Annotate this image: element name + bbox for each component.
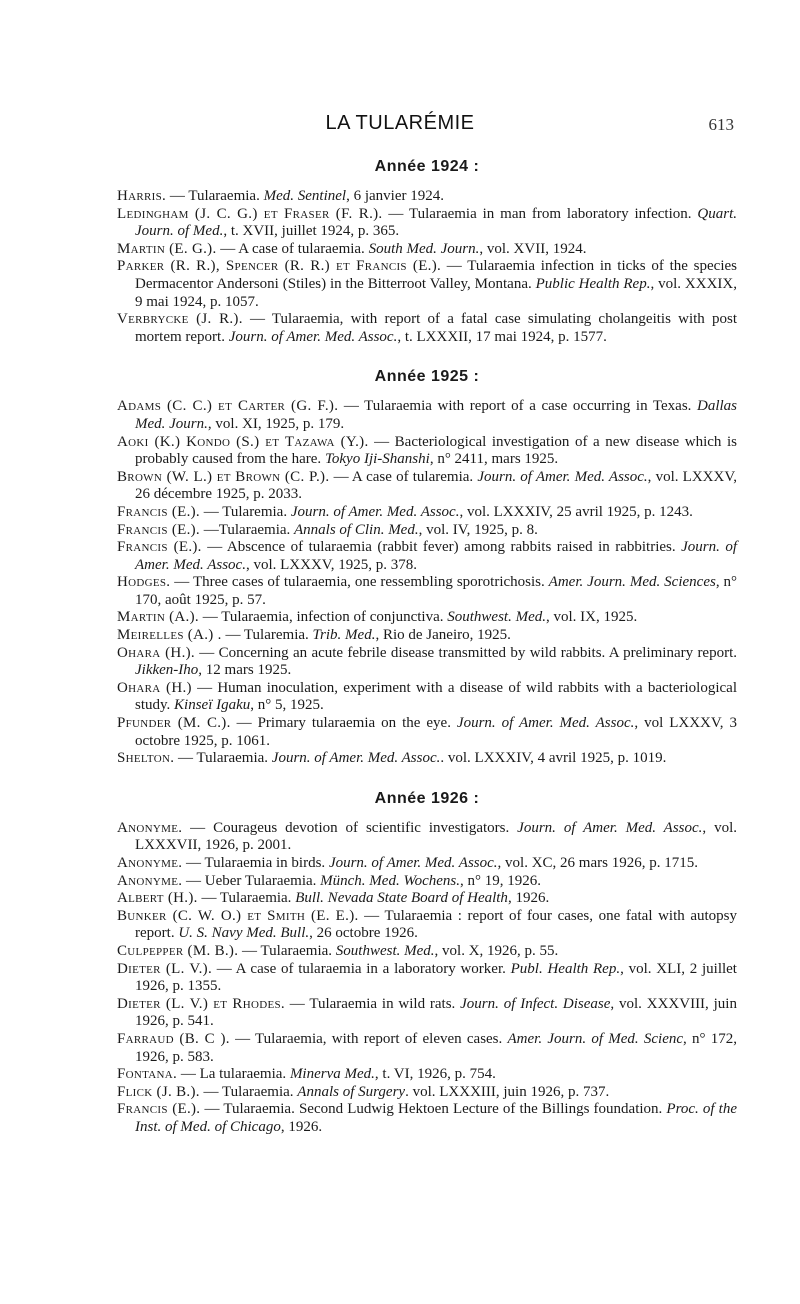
bibliography-entry	[117, 1066, 737, 1084]
running-title: LA TULARÉMIE	[325, 112, 475, 134]
bibliography-entry	[117, 188, 737, 206]
entry-journal: Journ. of Amer. Med. Assoc.	[271, 750, 441, 767]
bibliography-entry	[117, 1031, 737, 1066]
bibliography-entry	[117, 820, 737, 855]
bibliography-entry	[117, 873, 737, 891]
entry-authors: Francis (E.).	[117, 1101, 201, 1118]
entry-details: , n° 172, 1926, p. 583.	[135, 1030, 737, 1065]
entry-journal: Journ. of Amer. Med. Assoc.	[517, 819, 703, 836]
entry-details: , 1926.	[507, 890, 550, 907]
bibliography-entry	[117, 398, 737, 433]
entry-journal: Münch. Med. Wochens.	[320, 872, 460, 889]
entry-details: , vol. XLI, 2 juillet 1926, p. 1355.	[135, 960, 737, 995]
bibliography-entry	[117, 943, 737, 961]
entry-journal: Journ. of Amer. Med. Assoc.	[477, 468, 648, 485]
entry-details: , 6 janvier 1924.	[346, 188, 444, 204]
bibliography-content	[117, 146, 737, 1137]
bibliography-entry	[117, 750, 737, 768]
entry-authors: Francis (E.).	[117, 503, 200, 520]
entry-details: , vol. XVII, 1924.	[479, 240, 587, 257]
entry-journal: Med. Sentinel	[263, 188, 347, 204]
entry-title: — Ueber Tularaemia.	[182, 872, 321, 889]
entry-journal: Public Health Rep.	[535, 275, 651, 292]
entry-journal: Journ. of Amer. Med. Assoc.	[228, 328, 398, 345]
entry-title: — La tularaemia.	[177, 1066, 290, 1083]
bibliography-entry	[117, 609, 737, 627]
entry-title: — Tularaemia with report of a case occurring in Texas.	[338, 398, 697, 415]
entry-journal: Trib. Med.	[312, 627, 376, 644]
entry-authors: Parker (R. R.), Spencer (R. R.) et Francis (E.).	[117, 258, 442, 275]
entry-journal: South Med. Journ.	[368, 240, 480, 257]
entry-title: — A case of tularemia.	[329, 468, 478, 485]
entry-details: , Rio de Janeiro, 1925.	[375, 627, 511, 644]
bibliography-entry	[117, 996, 737, 1031]
bibliography-entry	[117, 258, 737, 311]
entry-journal: Southwest. Med.	[335, 942, 435, 959]
entry-authors: Fontana.	[117, 1066, 178, 1083]
entry-journal: Minerva Med.	[289, 1066, 375, 1083]
entry-details: . vol. LXXXIV, 4 avril 1925, p. 1019.	[440, 750, 667, 767]
entry-authors: Shelton.	[117, 750, 175, 767]
entry-title: — Tularaemia.	[174, 750, 272, 767]
entry-details: , vol. XXXVIII, juin 1926, p. 541.	[135, 995, 737, 1030]
entry-title: — Tularaemia. Second Ludwig Hektoen Lecture of the Billings foundation.	[200, 1101, 667, 1118]
entry-authors: Anonyme.	[117, 855, 183, 871]
entry-journal: Journ. of Amer. Med. Assoc.	[456, 715, 635, 732]
entry-authors: Meirelles (A.) .	[117, 627, 222, 644]
entry-title: — Tularaemia, with report of eleven cases.	[229, 1030, 508, 1047]
entry-journal: Tokyo Iji-Shanshi	[324, 451, 430, 468]
bibliography-entry	[117, 1101, 737, 1136]
entry-authors: Pfunder (M. C.).	[117, 715, 231, 732]
entry-authors: Verbrycke (J. R.).	[117, 311, 243, 328]
entry-authors: Farraud (B. C ).	[117, 1030, 230, 1047]
entry-title: — Tularaemia.	[238, 942, 336, 959]
entry-authors: Hodges.	[117, 574, 171, 591]
entry-journal: Journ. of Infect. Disease	[460, 995, 611, 1012]
entry-journal: Jikken-Iho	[135, 662, 199, 679]
entry-journal: Annals of Surgery	[297, 1083, 406, 1100]
entry-title: — Abscence of tularaemia (rabbit fever) among rabbits raised in rabbitries.	[201, 539, 682, 556]
entry-authors: Ohara (H.)	[117, 679, 192, 696]
entry-journal: Journ. of Amer. Med. Assoc.	[328, 855, 498, 871]
entry-details: , t. VI, 1926, p. 754.	[374, 1066, 496, 1083]
bibliography-entry	[117, 627, 737, 645]
entry-authors: Martin (E. G.).	[117, 240, 217, 257]
entry-title: —Tularaemia.	[200, 521, 295, 538]
entry-details: , 1926.	[280, 1118, 323, 1135]
entry-details: , vol LXXXV, 3 octobre 1925, p. 1061.	[135, 715, 737, 749]
entry-journal: Amer. Journ. Med. Sciences	[548, 574, 716, 591]
entry-details: , t. LXXXII, 17 mai 1924, p. 1577.	[397, 328, 607, 345]
entry-details: , vol. XI, 1925, p. 179.	[207, 415, 345, 432]
bibliography-entry	[117, 715, 737, 750]
entry-journal: Journ. of Amer. Med. Assoc.	[135, 539, 738, 573]
entry-authors: Dieter (L. V.).	[117, 960, 213, 977]
bibliography-entry	[117, 961, 737, 996]
year-heading: Année 1924 :	[374, 158, 480, 175]
bibliography-entry	[117, 469, 737, 504]
entry-details: , vol. IX, 1925.	[546, 609, 638, 626]
entry-authors: Dieter (L. V.) et Rhodes.	[117, 995, 285, 1012]
entry-details: , 12 mars 1925.	[198, 662, 292, 679]
entry-details: , vol. XC, 26 mars 1926, p. 1715.	[497, 855, 698, 871]
bibliography-entry	[117, 434, 737, 469]
entry-title: — Tularemia.	[221, 627, 313, 644]
entry-authors: Anonyme.	[117, 819, 183, 836]
entry-title: — Courageus devotion of scientific investigators.	[182, 819, 518, 836]
entry-journal: U. S. Navy Med. Bull.	[178, 925, 310, 942]
entry-title: — Tularaemia infection in ticks of the species Dermacentor Andersoni (Stiles) in the Bitterroot Valley, Montana.	[135, 258, 737, 292]
bibliography-entry	[117, 855, 737, 873]
entry-journal: Amer. Journ. of Med. Scienc	[507, 1030, 684, 1047]
entry-details: , vol. LXXXVII, 1926, p. 2001.	[135, 819, 737, 854]
entry-details: , t. XVII, juillet 1924, p. 365.	[223, 223, 400, 240]
entry-authors: Ledingham (J. C. G.) et Fraser (F. R.).	[117, 205, 383, 222]
entry-title: — A case of tularaemia.	[216, 240, 369, 257]
bibliography-entry	[117, 311, 737, 346]
entry-authors: Martin (A.).	[117, 609, 199, 626]
entry-journal: Journ. of Amer. Med. Assoc.	[290, 503, 460, 520]
entry-details: , n° 5, 1925.	[250, 697, 324, 714]
entry-authors: Francis (E.).	[117, 539, 202, 556]
entry-details: , n° 2411, mars 1925.	[429, 451, 559, 468]
entry-details: . vol. LXXXIII, juin 1926, p. 737.	[405, 1083, 610, 1100]
entry-details: , vol. LXXXIV, 25 avril 1925, p. 1243.	[459, 503, 693, 520]
entry-details: , vol. IV, 1925, p. 8.	[418, 521, 538, 538]
entry-authors: Harris.	[117, 188, 167, 204]
entry-journal: Kinseï Igaku	[174, 697, 251, 714]
bibliography-entry	[117, 241, 737, 259]
entry-details: , 26 octobre 1926.	[309, 925, 418, 942]
entry-authors: Francis (E.).	[117, 521, 200, 538]
entry-title: — Tularaemia in birds.	[182, 855, 329, 871]
bibliography-entry	[117, 645, 737, 680]
entry-title: — Tularaemia in man from laboratory infection.	[382, 205, 698, 222]
entry-title: — A case of tularaemia in a laboratory worker.	[212, 960, 511, 977]
entry-authors: Culpepper (M. B.).	[117, 942, 239, 959]
entry-journal: Publ. Health Rep.	[510, 960, 621, 977]
entry-title: — Tularaemia, infection of conjunctiva.	[198, 609, 448, 626]
entry-title: — Tularemia.	[200, 503, 291, 520]
entry-details: , vol. LXXXV, 26 décembre 1925, p. 2033.	[135, 468, 737, 503]
entry-title: — Tularaemia.	[199, 1083, 298, 1100]
entry-journal: Southwest. Med.	[447, 609, 546, 626]
entry-authors: Albert (H.).	[117, 890, 198, 907]
bibliography-entry	[117, 1084, 737, 1102]
entry-title: — Tularaemia.	[197, 890, 296, 907]
entry-title: — Tularaemia, with report of a fatal case simulating cholangeitis with post mortem report.	[135, 311, 737, 345]
entry-authors: Adams (C. C.) et Carter (G. F.).	[117, 398, 339, 415]
entry-title: — Primary tularaemia on the eye.	[230, 715, 457, 732]
entry-authors: Aoki (K.) Kondo (S.) et Tazawa (Y.).	[117, 433, 369, 450]
entry-title: — Tularaemia : report of four cases, one fatal with autopsy report.	[135, 907, 737, 942]
entry-authors: Flick (J. B.).	[117, 1083, 200, 1100]
year-heading: Année 1925 :	[374, 368, 480, 386]
page-header	[0, 112, 800, 142]
year-heading: Année 1926 :	[374, 789, 480, 807]
entry-details: , vol. X, 1926, p. 55.	[434, 942, 559, 959]
entry-details: , n° 170, août 1925, p. 57.	[135, 574, 738, 608]
entry-authors: Ohara (H.).	[117, 644, 195, 661]
entry-authors: Brown (W. L.) et Brown (C. P.).	[117, 468, 330, 485]
bibliography-entry	[117, 522, 737, 540]
entry-details: , n° 19, 1926.	[459, 872, 541, 889]
entry-journal: Quart. Journ. of Med.	[135, 205, 737, 240]
bibliography-entry	[117, 574, 737, 609]
entry-authors: Anonyme.	[117, 872, 183, 889]
bibliography-entry	[117, 504, 737, 522]
page-number: 613	[708, 115, 734, 134]
entry-authors: Bunker (C. W. O.) et Smith (E. E.).	[117, 907, 359, 924]
entry-details: , vol. LXXXV, 1925, p. 378.	[245, 556, 417, 573]
entry-journal: Annals of Clin. Med.	[294, 521, 419, 538]
entry-title: — Concerning an acute febrile disease transmitted by wild rabbits. A preliminary report.	[194, 644, 738, 661]
bibliography-entry	[117, 680, 737, 715]
entry-journal: Dallas Med. Journ.	[135, 398, 737, 432]
entry-title: — Tularaemia in wild rats.	[284, 995, 461, 1012]
bibliography-entry	[117, 206, 737, 241]
entry-journal: Bull. Nevada State Board of Health	[295, 890, 508, 907]
bibliography-entry	[117, 908, 737, 943]
entry-journal: Proc. of the Inst. of Med. of Chicago	[135, 1101, 738, 1135]
entry-title: — Tularaemia.	[166, 188, 264, 204]
bibliography-entry	[117, 539, 737, 574]
entry-title: — Human inoculation, experiment with a disease of wild rabbits with a bacteriological study.	[135, 679, 737, 714]
bibliography-entry	[117, 890, 737, 908]
entry-title: — Three cases of tularaemia, one ressembling sporotrichosis.	[170, 574, 549, 591]
entry-details: , vol. XXXIX, 9 mai 1924, p. 1057.	[135, 275, 737, 310]
entry-title: — Bacteriological investigation of a new disease which is probably caused from the hare.	[135, 433, 737, 468]
